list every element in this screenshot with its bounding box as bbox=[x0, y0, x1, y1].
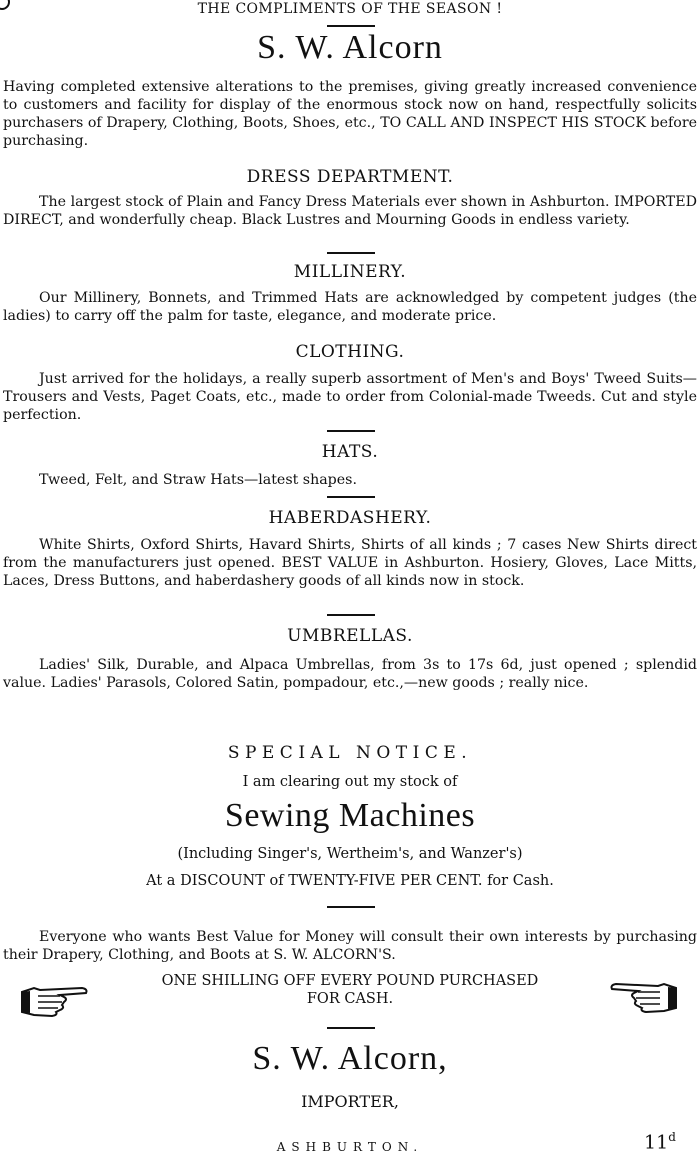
divider bbox=[327, 496, 375, 498]
section-text-hats-content: Tweed, Felt, and Straw Hats—latest shapes. bbox=[39, 472, 357, 488]
footer-town: ASHBURTON. bbox=[276, 1140, 424, 1154]
discount-line: At a DISCOUNT of TWENTY-FIVE PER CENT. for Cash. bbox=[146, 873, 554, 889]
offer-line-2: FOR CASH. bbox=[306, 991, 394, 1007]
section-text-clothing bbox=[3, 370, 697, 424]
section-text-clothing-content: Just arrived for the holidays, a really superb assortment of Men's and Boys' Tweed Suits—Trousers and Vests, Paget Coats, etc., made to order from Colonial-made Tweeds. Cut and style perfection. bbox=[3, 371, 697, 423]
section-heading-hats: HATS. bbox=[321, 442, 379, 462]
section-heading-millinery: MILLINERY. bbox=[293, 262, 407, 282]
divider bbox=[327, 906, 375, 908]
section-text-umbrellas bbox=[3, 656, 697, 692]
section-text-millinery-content: Our Millinery, Bonnets, and Trimmed Hats are acknowledged by competent judges (the ladies) to carry off the palm for taste, elegance, and moderate price. bbox=[3, 290, 697, 324]
compliments-line: THE COMPLIMENTS OF THE SEASON ! bbox=[197, 1, 503, 17]
brand-title: S. W. Alcorn bbox=[257, 29, 443, 66]
section-text-millinery bbox=[3, 289, 697, 325]
footer-brand: S. W. Alcorn, bbox=[252, 1040, 448, 1077]
notice-line: I am clearing out my stock of bbox=[242, 774, 458, 790]
section-heading-dress: DRESS DEPARTMENT. bbox=[246, 167, 454, 187]
section-text-dress-content: The largest stock of Plain and Fancy Dress Materials ever shown in Ashburton. IMPORTED DIRECT, and wonderfully cheap. Black Lustres and Mourning Goods in endless variety. bbox=[3, 194, 697, 228]
intro-paragraph: Having completed extensive alterations to the premises, giving greatly increased convenience to customers and facility for display of the enormous stock now on hand, respectfully solicits purchasers of Drapery, Clothing, Boots, Shoes, etc., TO CALL AND INSPECT HIS STOCK before purchasing. bbox=[3, 79, 697, 149]
section-heading-haberdashery: HABERDASHERY. bbox=[268, 508, 432, 528]
special-notice-heading: SPECIAL NOTICE. bbox=[227, 743, 473, 763]
value-paragraph bbox=[3, 928, 697, 964]
pointing-hand-left-icon bbox=[608, 974, 678, 1014]
divider bbox=[327, 25, 375, 27]
brands-line: (Including Singer's, Wertheim's, and Wanzer's) bbox=[177, 846, 523, 862]
section-text-dress bbox=[3, 193, 697, 229]
divider bbox=[327, 430, 375, 432]
folio-code bbox=[644, 1130, 676, 1153]
divider bbox=[327, 1027, 375, 1029]
section-text-umbrellas-content: Ladies' Silk, Durable, and Alpaca Umbrellas, from 3s to 17s 6d, just opened ; splendid value. Ladies' Parasols, Colored Satin, pompadour, etc.,—new goods ; really nice. bbox=[3, 657, 697, 691]
footer-role: IMPORTER, bbox=[301, 1092, 399, 1111]
divider bbox=[327, 614, 375, 616]
divider bbox=[327, 252, 375, 254]
value-paragraph-content: Everyone who wants Best Value for Money will consult their own interests by purchasing their Drapery, Clothing, and Boots at S. W. ALCORN'S. bbox=[3, 929, 697, 963]
section-text-hats bbox=[3, 471, 697, 489]
section-text-haberdashery-content: White Shirts, Oxford Shirts, Havard Shirts, Shirts of all kinds ; 7 cases New Shirts direct from the manufacturers just opened. BEST VALUE in Ashburton. Hosiery, Gloves, Lace Mitts, Laces, Dress Buttons, and haberdashery goods of all kinds now in stock. bbox=[3, 537, 697, 589]
folio-number: 11 bbox=[644, 1131, 669, 1154]
sewing-machines-title: Sewing Machines bbox=[224, 797, 476, 834]
offer-line-1: ONE SHILLING OFF EVERY POUND PURCHASED bbox=[161, 973, 539, 989]
section-heading-umbrellas: UMBRELLAS. bbox=[287, 626, 413, 646]
section-heading-clothing: CLOTHING. bbox=[295, 342, 405, 362]
folio-superscript: d bbox=[668, 1130, 676, 1144]
section-text-haberdashery bbox=[3, 536, 697, 590]
